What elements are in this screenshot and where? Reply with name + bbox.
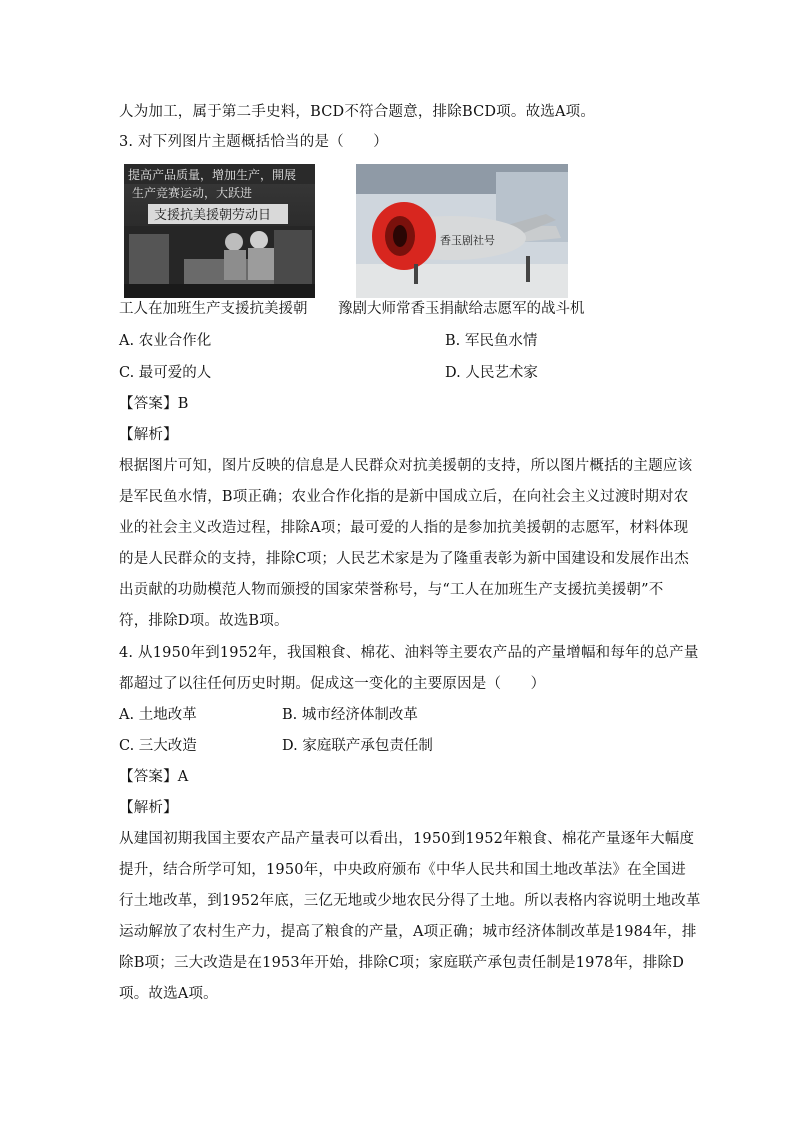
- banner-text-1: 提高产品质量，增加生产，開展: [128, 168, 297, 182]
- q3-analysis-line: 业的社会主义改造过程，排除A项；最可爱的人指的是参加抗美援朝的志愿军，材料体现: [119, 520, 689, 536]
- q3-analysis-line: 符，排除D项。故选B项。: [119, 613, 289, 629]
- q3-analysis-line: 出贡献的功勋模范人物而颁授的国家荣誉称号，与“工人在加班生产支援抗美援朝”不: [119, 582, 664, 598]
- prev-answer-tail: 人为加工，属于第二手史料，BCD不符合题意，排除BCD项。故选A项。: [119, 104, 596, 120]
- q4-analysis-line: 提升，结合所学可知，1950年，中央政府颁布《中华人民共和国土地改革法》在全国进: [119, 862, 686, 878]
- q3-option-d: D. 人民艺术家: [445, 365, 538, 381]
- q4-analysis-line: 从建国初期我国主要农产品产量表可以看出，1950到1952年粮食、棉花产量逐年大幅度: [119, 831, 695, 847]
- fighter-plane-photo: [356, 164, 568, 298]
- q3-analysis-line: 是军民鱼水情，B项正确；农业合作化指的是新中国成立后，在向社会主义过渡时期对农: [119, 489, 689, 505]
- banner-text-2: 生产竞赛运动，大跃进: [132, 186, 253, 200]
- plane-side-text: 香玉剧社号: [440, 234, 495, 247]
- workers-photo-image: [124, 164, 315, 298]
- q3-analysis-label: 【解析】: [119, 427, 178, 443]
- q4-analysis-line: 项。故选A项。: [119, 986, 218, 1002]
- question-4-stem: 4. 从1950年到1952年，我国粮食、棉花、油料等主要农产品的产量增幅和每年的总产量: [119, 645, 699, 661]
- q4-analysis-label: 【解析】: [119, 800, 178, 816]
- q4-analysis-line: 运动解放了农村生产力，提高了粮食的产量，A项正确；城市经济体制改革是1984年，排: [119, 924, 697, 940]
- q4-option-d: D. 家庭联产承包责任制: [282, 738, 433, 754]
- q4-answer: 【答案】A: [119, 769, 189, 785]
- q4-option-a: A. 土地改革: [119, 707, 197, 723]
- q4-option-c: C. 三大改造: [119, 738, 197, 754]
- q4-analysis-line: 除B项；三大改造是在1953年开始，排除C项；家庭联产承包责任制是1978年，排除D: [119, 955, 685, 971]
- banner-text-3: 支援抗美援朝劳动日: [154, 208, 272, 223]
- q3-option-a: A. 农业合作化: [119, 333, 212, 349]
- fighter-plane-image: [356, 164, 568, 298]
- q3-analysis-line: 的是人民群众的支持，排除C项；人民艺术家是为了隆重表彰为新中国建设和发展作出杰: [119, 551, 689, 567]
- workers-photo: [124, 164, 315, 298]
- q4-analysis-line: 行土地改革，到1952年底，三亿无地或少地农民分得了土地。所以表格内容说明土地改革: [119, 893, 701, 909]
- q3-option-c: C. 最可爱的人: [119, 365, 212, 381]
- workers-photo-caption: 工人在加班生产支援抗美援朝: [119, 301, 308, 317]
- q3-analysis-line: 根据图片可知，图片反映的信息是人民群众对抗美援朝的支持，所以图片概括的主题应该: [119, 458, 693, 474]
- q4-option-b: B. 城市经济体制改革: [282, 707, 418, 723]
- q3-option-b: B. 军民鱼水情: [445, 333, 538, 349]
- question-4-stem: 都超过了以往任何历史时期。促成这一变化的主要原因是（ ）: [119, 676, 546, 692]
- fighter-plane-caption: 豫剧大师常香玉捐献给志愿军的战斗机: [338, 301, 585, 317]
- q3-answer: 【答案】B: [119, 396, 189, 412]
- question-3-stem: 3. 对下列图片主题概括恰当的是（ ）: [119, 134, 388, 150]
